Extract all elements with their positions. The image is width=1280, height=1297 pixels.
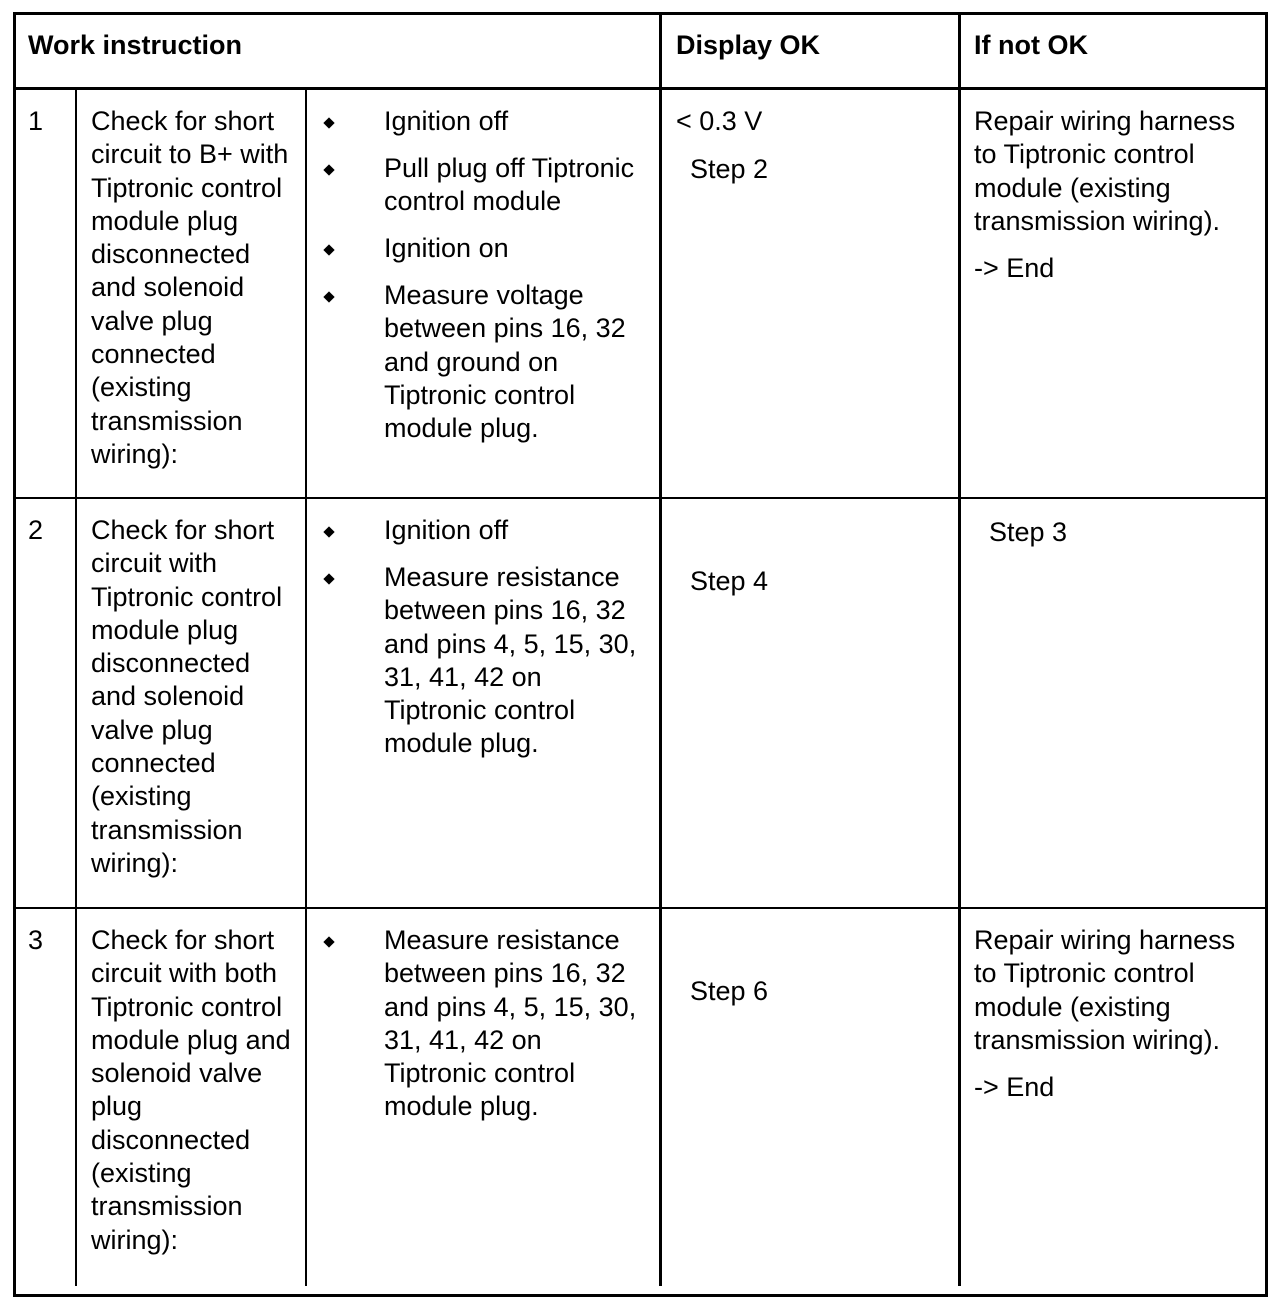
- display-ok-next-step: Step 6: [690, 976, 769, 1006]
- not-ok-remedy: Repair wiring harness to Tiptronic control module (existing transmission wiring).: [974, 925, 1236, 1055]
- step-description: Check for short circuit to B+ with Tiptronic control module plug disconnected and solenoid valve plug connected (existing transmission wiring):: [91, 106, 289, 469]
- action-item: Measure voltage between pins 16, 32 and ground on Tiptronic control module plug.: [384, 280, 626, 444]
- action-item: Ignition on: [384, 233, 509, 263]
- action-item: Pull plug off Tiptronic control module: [384, 153, 635, 217]
- column-divider: [958, 12, 961, 1286]
- column-divider: [305, 89, 307, 1286]
- action-item: Ignition off: [384, 515, 509, 545]
- step-description: Check for short circuit with Tiptronic control module plug disconnected and solenoid valve plug connected (existing transmission wiring):: [91, 515, 283, 878]
- display-ok-next-step: Step 2: [690, 154, 769, 184]
- action-item: Ignition off: [384, 106, 509, 136]
- header-work-instruction: Work instruction: [28, 30, 243, 60]
- header-display-ok: Display OK: [676, 30, 821, 60]
- not-ok-next-step: -> End: [974, 253, 1055, 283]
- step-number: 1: [28, 106, 44, 136]
- not-ok-next-step: Step 3: [989, 517, 1068, 547]
- step-number: 2: [28, 515, 44, 545]
- row-divider: [13, 907, 1268, 909]
- not-ok-next-step: -> End: [974, 1072, 1055, 1102]
- column-divider: [659, 12, 662, 1286]
- column-divider: [75, 89, 77, 1286]
- not-ok-remedy: Repair wiring harness to Tiptronic control module (existing transmission wiring).: [974, 106, 1236, 236]
- step-description: Check for short circuit with both Tiptronic control module plug and solenoid valve plug disconnected (existing transmission wiring):: [91, 925, 291, 1255]
- display-ok-next-step: Step 4: [690, 566, 769, 596]
- row-divider: [13, 87, 1268, 90]
- display-ok-value: < 0.3 V: [676, 106, 763, 136]
- step-number: 3: [28, 925, 44, 955]
- action-item: Measure resistance between pins 16, 32 and pins 4, 5, 15, 30, 31, 41, 42 on Tiptronic control module plug.: [384, 925, 637, 1122]
- header-if-not-ok: If not OK: [974, 30, 1088, 60]
- action-item: Measure resistance between pins 16, 32 and pins 4, 5, 15, 30, 31, 41, 42 on Tiptronic control module plug.: [384, 562, 637, 759]
- row-divider: [13, 497, 1268, 499]
